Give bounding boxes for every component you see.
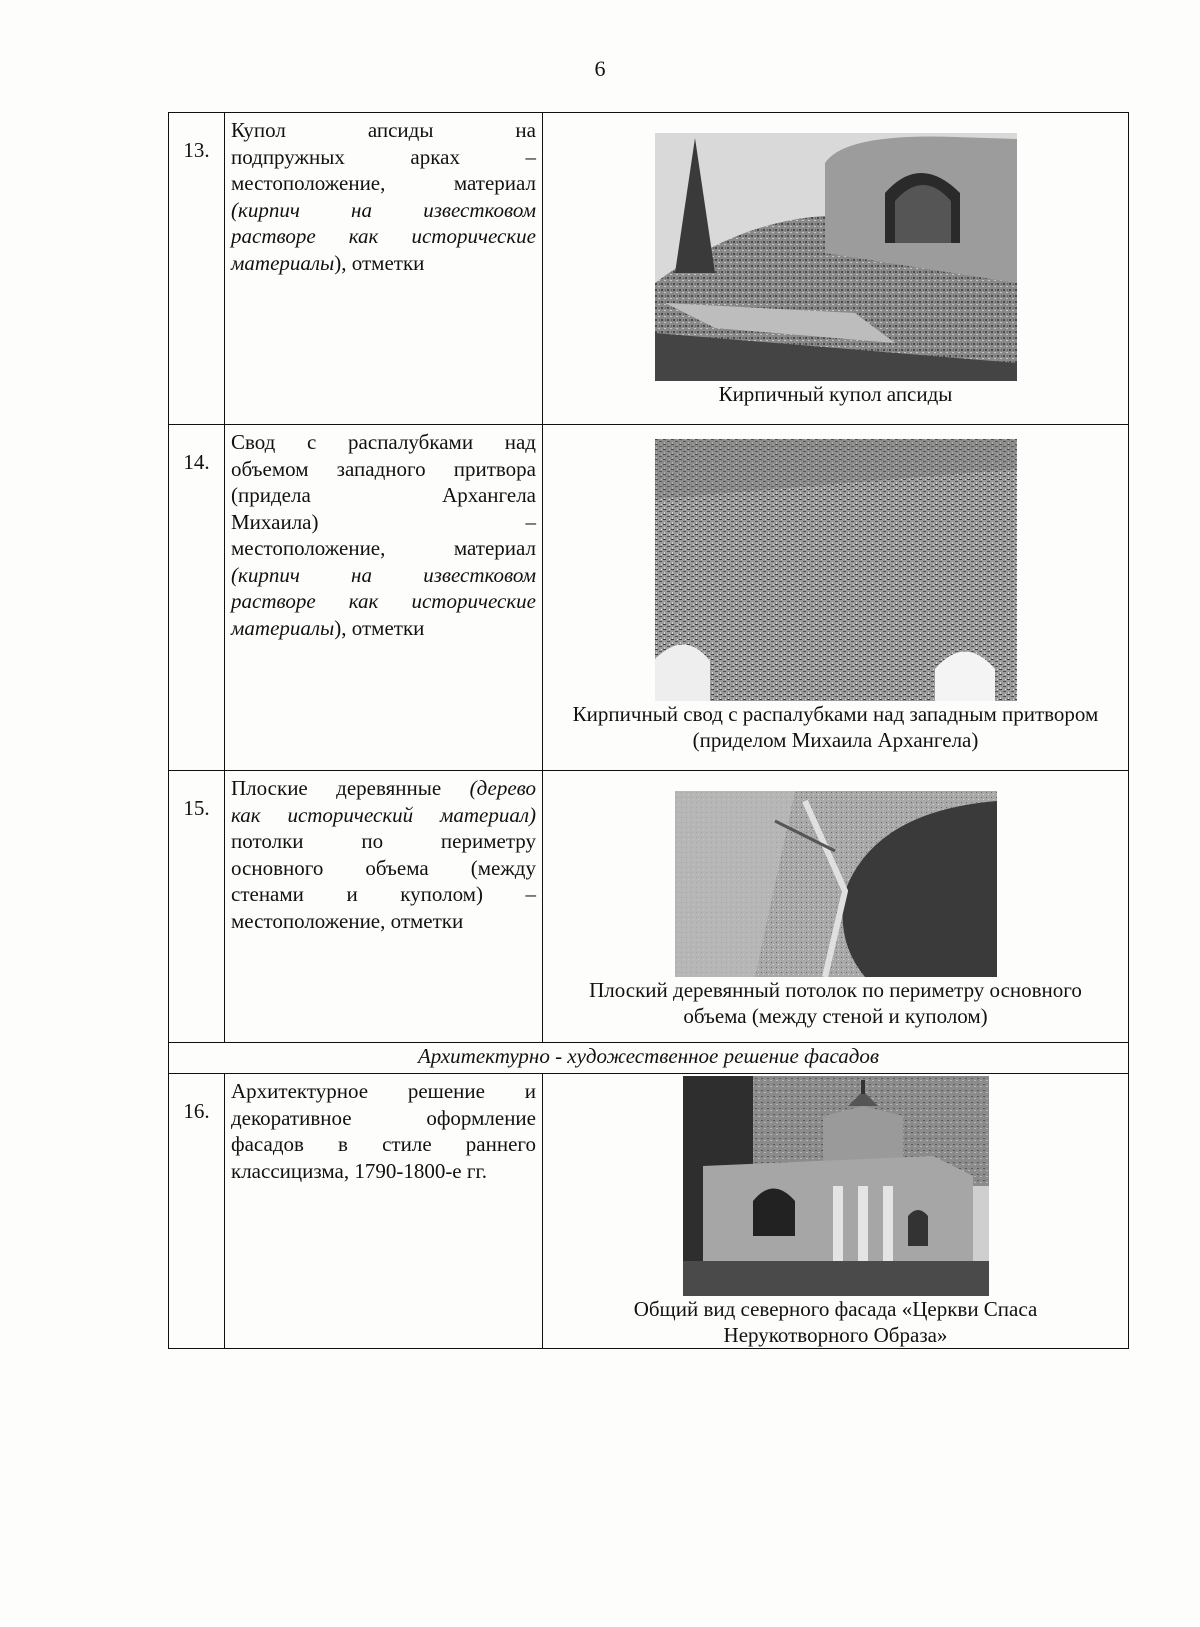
row-description: [225, 1074, 543, 1349]
desc-line: Михаила) –: [231, 509, 536, 534]
row-number: 13.: [169, 113, 225, 425]
photo-caption: Нерукотворного Образа»: [723, 1323, 948, 1347]
brick-dome-photo: [655, 133, 1017, 381]
desc-line: как исторический материал): [231, 802, 536, 827]
desc-line: (кирпич на известковом: [231, 562, 536, 587]
desc-line: (кирпич на известковом: [231, 197, 536, 222]
desc-line: местоположение, материал: [231, 536, 536, 560]
table-row: [169, 1074, 1129, 1349]
wooden-ceiling-photo: [675, 791, 997, 977]
table-row: [169, 425, 1129, 771]
section-heading: Архитектурно - художественное решение фасадов: [169, 1043, 1129, 1074]
desc-line: декоративное оформление: [231, 1105, 536, 1130]
page-number: 6: [594, 56, 606, 81]
desc-line: подпружных арках –: [231, 144, 536, 169]
desc-line: потолки по периметру: [231, 829, 536, 853]
heritage-elements-table: [168, 112, 1129, 1349]
photo-cell: [543, 425, 1129, 771]
desc-line: Купол апсиды на: [231, 118, 536, 142]
desc-line: основного объема (между: [231, 855, 536, 880]
photo-caption: Плоский деревянный потолок по периметру основного объема (между стеной и куполом): [589, 978, 1082, 1028]
desc-line: фасадов в стиле раннего: [231, 1132, 536, 1156]
desc-line: материалы), отметки: [231, 250, 425, 275]
desc-line: (придела Архангела: [231, 483, 536, 507]
photo-cell: [543, 113, 1129, 425]
brick-vault-photo: [655, 439, 1017, 701]
desc-line: материалы), отметки: [231, 615, 425, 640]
row-number: 16.: [169, 1074, 225, 1349]
section-row: [169, 1043, 1129, 1074]
church-facade-photo: [683, 1076, 989, 1296]
row-description: [225, 425, 543, 771]
photo-caption: Кирпичный купол апсиды: [718, 382, 953, 406]
desc-line: Архитектурное решение и: [231, 1079, 536, 1103]
desc-line: растворе как исторические: [231, 589, 536, 613]
desc-line: объемом западного притвора: [231, 456, 536, 481]
desc-line: стенами и куполом) –: [231, 882, 536, 906]
desc-line: местоположение, отметки: [231, 908, 464, 933]
desc-line: классицизма, 1790-1800-е гг.: [231, 1158, 487, 1183]
desc-line: растворе как исторические: [231, 224, 536, 248]
table-row: [169, 771, 1129, 1043]
table-row: [169, 113, 1129, 425]
row-number: 15.: [169, 771, 225, 1043]
desc-line: местоположение, материал: [231, 171, 536, 195]
photo-caption: Общий вид северного фасада «Церкви Спаса: [633, 1297, 1038, 1321]
desc-line: Плоские деревянные (дерево: [231, 776, 536, 800]
row-description: [225, 771, 543, 1043]
photo-cell: [543, 771, 1129, 1043]
row-description: [225, 113, 543, 425]
photo-caption: Кирпичный свод с распалубками над западным притвором (приделом Михаила Архангела): [572, 702, 1099, 752]
desc-line: Свод с распалубками над: [231, 430, 536, 454]
row-number: 14.: [169, 425, 225, 771]
photo-cell: [543, 1074, 1129, 1349]
